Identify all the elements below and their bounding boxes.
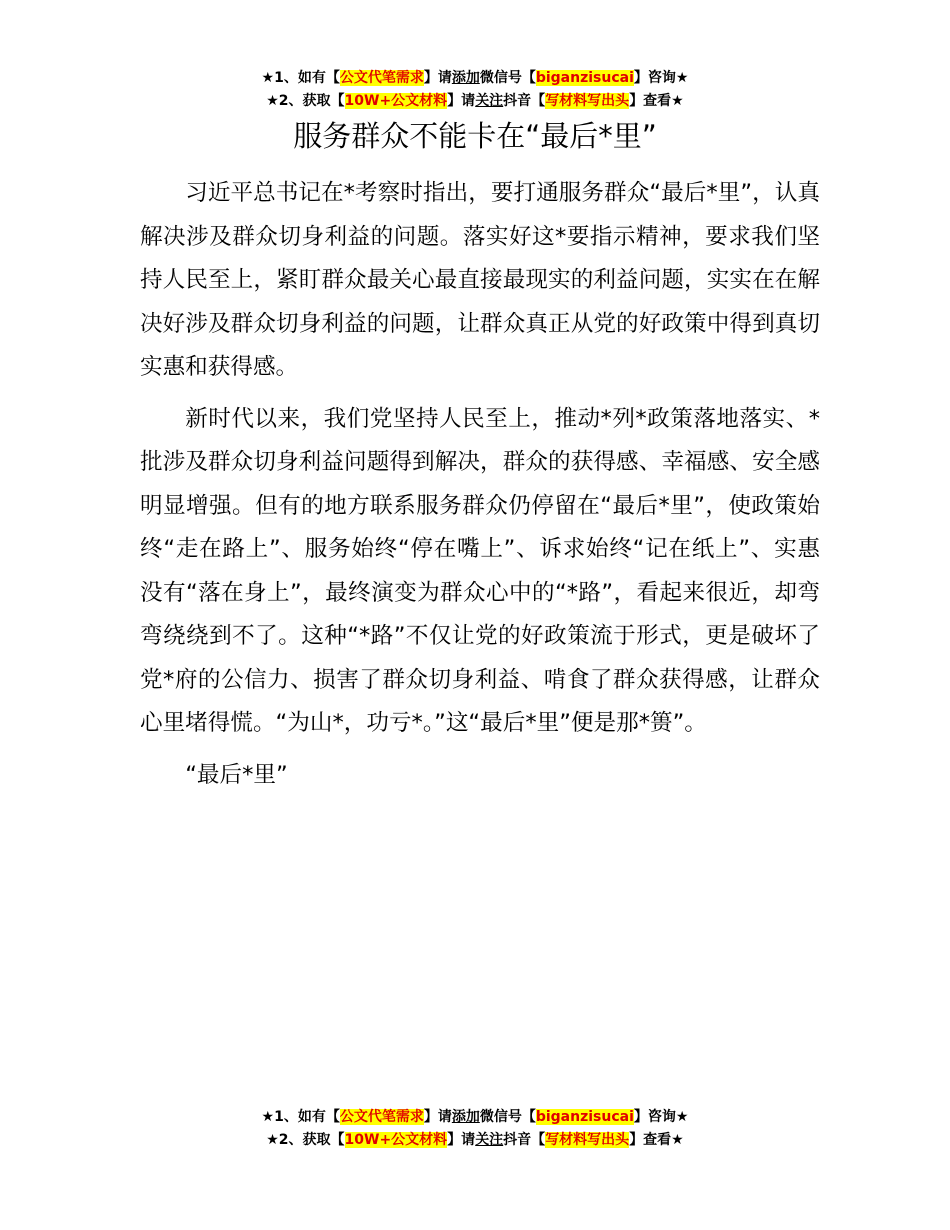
promo-line-1-suffix: 】咨询★ (633, 1109, 689, 1125)
promo-line-1-prefix: ★1、如有【 (261, 70, 340, 86)
promo-line-1-mid: 】请 (423, 1109, 452, 1125)
body-paragraph-3: “最后*里” (185, 761, 288, 788)
promo-underline-add: 添加 (451, 70, 480, 86)
promo-highlight-douyin: 写材料写出头 (545, 1132, 630, 1148)
promo-underline-follow: 关注 (475, 1132, 504, 1148)
promo-underline-add: 添加 (451, 1109, 480, 1125)
promo-highlight-douyin: 写材料写出头 (545, 93, 630, 109)
promo-line-1 (0, 1106, 950, 1129)
promo-banner-bottom (0, 1106, 950, 1152)
promo-line-1-mid2: 微信号【 (479, 70, 536, 86)
promo-highlight-materials: 10W+公文材料 (344, 1132, 448, 1148)
promo-line-2-mid: 】请 (447, 93, 476, 109)
promo-line-2-mid2: 抖音【 (503, 1132, 546, 1148)
promo-line-2 (0, 90, 950, 113)
promo-line-2-suffix: 】查看★ (629, 93, 684, 109)
promo-underline-follow: 关注 (475, 93, 504, 109)
promo-line-1-suffix: 】咨询★ (633, 70, 689, 86)
promo-highlight-service: 公文代笔需求 (339, 70, 424, 86)
promo-highlight-wechat-id: biganzisucai (535, 70, 634, 86)
promo-line-2-suffix: 】查看★ (629, 1132, 684, 1148)
promo-banner-top (0, 67, 950, 113)
document-title: 服务群众不能卡在“最后*里” (293, 119, 657, 153)
body-paragraph-2: 新时代以来，我们党坚持人民至上，推动*列*政策落地落实、*批涉及群众切身利益问题得到解决，群众的获得感、幸福感、安全感明显增强。但有的地方联系服务群众仍停留在“最后*里”，使政策始终“走在路上”、服务始终“停在嘴上”、诉求始终“记在纸上”、实惠没有“落在身上”，最终演变为群众心中的“*路”，看起来很近，却弯弯绕绕到不了。这种“*路”不仅让党的好政策流于形式，更是破坏了党*府的公信力、损害了群众切身利益、啃食了群众获得感，让群众心里堵得慌。“为山*，功亏*。”这“最后*里”便是那*篑”。 (140, 405, 820, 736)
body-paragraph-1: 习近平总书记在*考察时指出，要打通服务群众“最后*里”，认真解决涉及群众切身利益的问题。落实好这*要指示精神，要求我们坚持人民至上，紧盯群众最关心最直接最现实的利益问题，实实在在解决好涉及群众切身利益的问题，让群众真正从党的好政策中得到真切实惠和获得感。 (140, 180, 820, 380)
promo-line-1-mid2: 微信号【 (479, 1109, 536, 1125)
promo-highlight-materials: 10W+公文材料 (344, 93, 448, 109)
promo-line-1 (0, 67, 950, 90)
promo-line-2-prefix: ★2、获取【 (266, 1132, 345, 1148)
document-body (140, 172, 820, 797)
promo-highlight-wechat-id: biganzisucai (535, 1109, 634, 1125)
promo-line-2-mid2: 抖音【 (503, 93, 546, 109)
promo-line-2-prefix: ★2、获取【 (266, 93, 345, 109)
promo-line-2 (0, 1129, 950, 1152)
promo-line-1-mid: 】请 (423, 70, 452, 86)
promo-highlight-service: 公文代笔需求 (339, 1109, 424, 1125)
promo-line-1-prefix: ★1、如有【 (261, 1109, 340, 1125)
promo-line-2-mid: 】请 (447, 1132, 476, 1148)
